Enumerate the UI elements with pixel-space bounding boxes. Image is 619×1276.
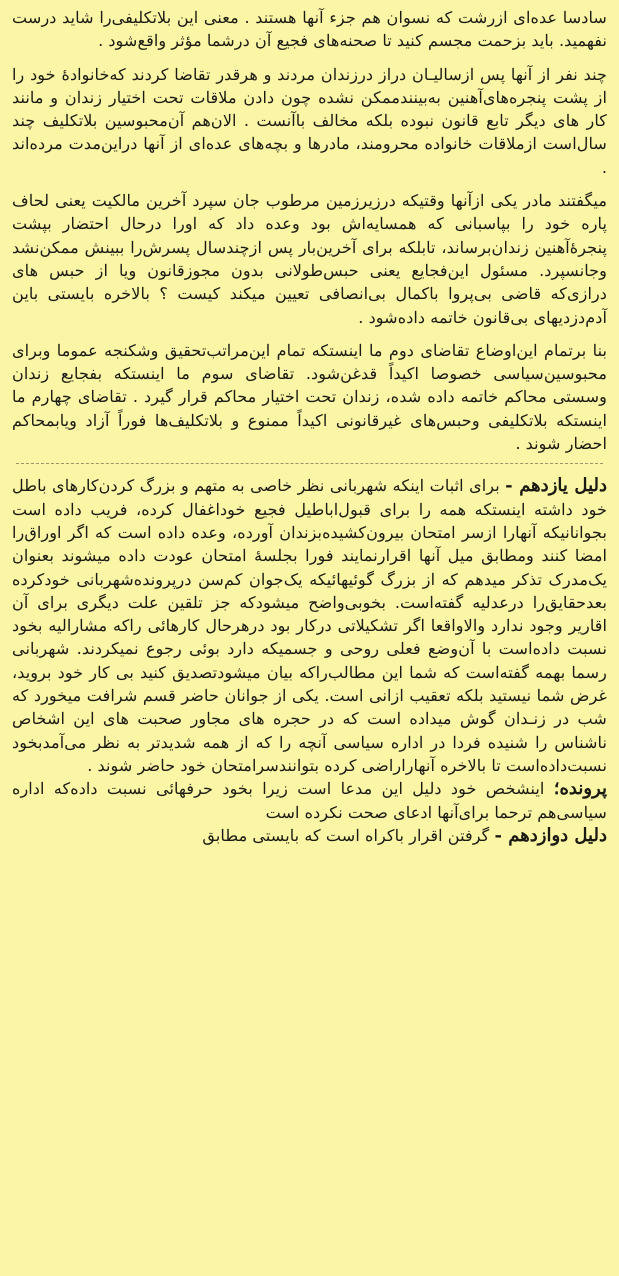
paragraph-eleventh-reason bbox=[12, 474, 607, 777]
paragraph-gap bbox=[12, 329, 607, 339]
paragraph-gap bbox=[12, 53, 607, 63]
heading-twelfth-reason: دلیل دوازدهم - bbox=[494, 824, 607, 846]
heading-case-file: پرونده؛ bbox=[553, 778, 607, 800]
paragraph-4: بنا برتمام این‌اوضاع تقاضای دوم ما اینستکه تمام این‌مراتب‌تحقیق وشکنجه عموما وبرای محبوسین‌سیاسی خصوصا اکیداً قدغن‌شود. تقاضای سوم ما اینستکه بفجایع زندان وسستی محاکم خاتمه داده شده، زندان تحت اختیار محاکم قرار گیرد . تقاضای چهارم ما اینستکه بلاتکلیفی وحبس‌های غیرقانونی اکیداً ممنوع و بلاتکلیف‌ها فوراً آزاد ویابمحاکم احضار شوند . bbox=[12, 340, 607, 454]
paragraph-3: میگفتند مادر یکی ازآنها وقتیکه درزیرزمین مرطوب جان سپرد آخرین مالکیت یعنی لحاف پاره خود را بپاسبانی که همسایه‌اش بود وعده داد که اورا درحال احتضار بپشت پنجرهٔ‌آهنین زندان‌برساند، تابلکه برای آخرین‌بار پس ازچندسال پسرش‌را ببینش ممکن‌نشد وجانسپرد. مسئول این‌فجایع یعنی حبس‌طولانی بدون مجوزقانون ویا از حبس های درازی‌که قاضی بی‌پروا باکمال بی‌انصافی تعیین میکند کیست ؟ بالاخره بایستی باین آدم‌دزدیهای بی‌قانون خاتمه داده‌شود . bbox=[12, 191, 607, 327]
paragraph-gap bbox=[12, 179, 607, 189]
paragraph-2: چند نفر از آنها پس ازسالیـان دراز درزندان مردند و هرقدر تقاضا کردند که‌خانوادهٔ خود را از پشت پنجره‌های‌آهنین به‌بینندممکن نشده چون دادن ملاقات تحت اختیار زندان و مانند کار های دیگر تابع قانون نبوده بلکه مخالف باآنست . الان‌هم آن‌محبوسین بلاتکلیف چند سال‌است ازملاقات خانواده محرومند، مادرها و بچه‌های عده‌ای از آنها دراین‌مدت مرده‌اند . bbox=[12, 64, 607, 177]
section-divider bbox=[16, 463, 603, 464]
heading-eleventh-reason: دلیل یازدهم - bbox=[505, 475, 607, 497]
paragraph-eleventh-body: برای اثبات اینکه شهربانی نظر خاصی به متهم و بزرگ کردن‌کارهای باطل خود داشته اینستکه همه را برای قبول‌اباطیل فجیع خودا‌غفال کرده، فریب داده است بجوانانیکه آنهارا ازسر امتحان بیرون‌کشیده‌بزندان آورده، وعده داده است که اگر اوراق‌را امضا کنند ومطابق میل آنها اقرارنمایند فورا بجلسهٔ امتحان عودت داده میشوند بعنوان یک‌مدرک تذکر میدهم که از بزرگ گوئیهائیکه یک‌جوان کم‌سن درپرونده‌شهربانی خود‌کرده بعدحقایق‌را درعدلیه گفته‌است. بخوبی‌واضح میشودکه جز تلقین علت دیگری برای آن اقاریر وجود ندارد والاواقعا اگر تشکیلاتی درکار بود درهرحال کارهائی راکه مشارالیه بخود نسبت داده‌است با آن‌وضع فعلی روحی و جسمیکه دارد بوئی رجوع نمیکردند. شهربانی رسما بهمه گفته‌است که شما این مطالب‌راکه بیان میشودتصدیق کنید بی کار خود بروید، غرض شما نیستید بلکه تعقیب ازانی است. یکی از جوانان حاضر قسم شرافت میخورد که شب در زنـدان گوش میداده است که در حجره های مجاور صحبت های این اشخاص ناشناس را شنیده فردا در اداره سیاسی آنچه را که از همه شدیدتر به نظر می‌آمدبخود نسبت‌داده‌است تا بالاخره آنهاراراضی کرده بتوانندسرامتحان خود حاضر شوند . bbox=[12, 476, 607, 775]
paragraph-twelfth-body: گرفتن اقرار باکراه است که بایستی مطابق bbox=[202, 825, 490, 845]
paragraph-case-file-body: اینشخص خود دلیل این مدعا است زیرا بخود حرفهائی نسبت داده‌که اداره سیاسی‌هم ترحما برای‌آنها ادعای صحت نکرده است bbox=[12, 779, 607, 822]
paragraph-case-file bbox=[12, 777, 607, 824]
paragraph-twelfth-reason bbox=[12, 824, 607, 847]
paragraph-1: سادسا عده‌ای ازرشت که نسوان هم جزء آنها هستند . معنی این بلاتکلیفی‌را شاید درست نفهمید. باید بزحمت مجسم کنید تا صحنه‌های فجیع آن درشما مؤثر واقع‌شود . bbox=[12, 8, 607, 51]
